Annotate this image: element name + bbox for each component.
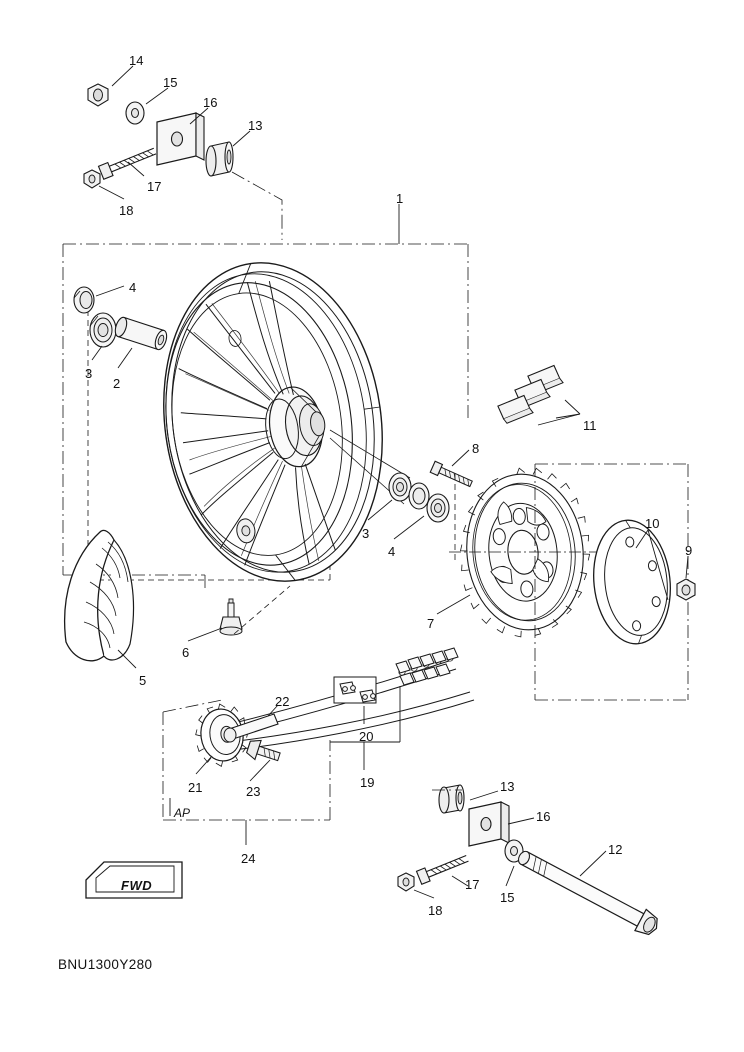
callout-13-lower: 13 (500, 779, 515, 794)
callout-10: 10 (645, 516, 660, 531)
callout-21: 21 (188, 780, 203, 795)
callout-22: 22 (275, 694, 290, 709)
callout-24: 24 (241, 851, 256, 866)
callout-14: 14 (129, 53, 144, 68)
callout-20: 20 (359, 729, 374, 744)
callout-1: 1 (396, 191, 404, 206)
assembly-position-label: AP (174, 806, 191, 820)
callout-8: 8 (472, 441, 480, 456)
callout-4-right: 4 (388, 544, 396, 559)
callout-23: 23 (246, 784, 261, 799)
callout-19: 19 (360, 775, 375, 790)
callout-17-lower: 17 (465, 877, 480, 892)
callout-5: 5 (139, 673, 147, 688)
callout-16-lower: 16 (536, 809, 551, 824)
callout-13: 13 (248, 118, 263, 133)
callout-15-lower: 15 (500, 890, 515, 905)
callout-16: 16 (203, 95, 218, 110)
drawing-part-code: BNU1300Y280 (58, 957, 153, 972)
callout-4-left: 4 (129, 280, 137, 295)
callout-17: 17 (147, 179, 162, 194)
callout-7: 7 (427, 616, 435, 631)
callout-12: 12 (608, 842, 623, 857)
callout-11: 11 (583, 418, 597, 433)
callout-18-lower: 18 (428, 903, 443, 918)
callout-18: 18 (119, 203, 134, 218)
callout-15: 15 (163, 75, 178, 90)
callout-3-left: 3 (85, 366, 93, 381)
callout-3-right: 3 (362, 526, 370, 541)
callout-6: 6 (182, 645, 190, 660)
forward-direction-label: FWD (121, 878, 153, 893)
callout-2: 2 (113, 376, 121, 391)
callout-9: 9 (685, 543, 693, 558)
